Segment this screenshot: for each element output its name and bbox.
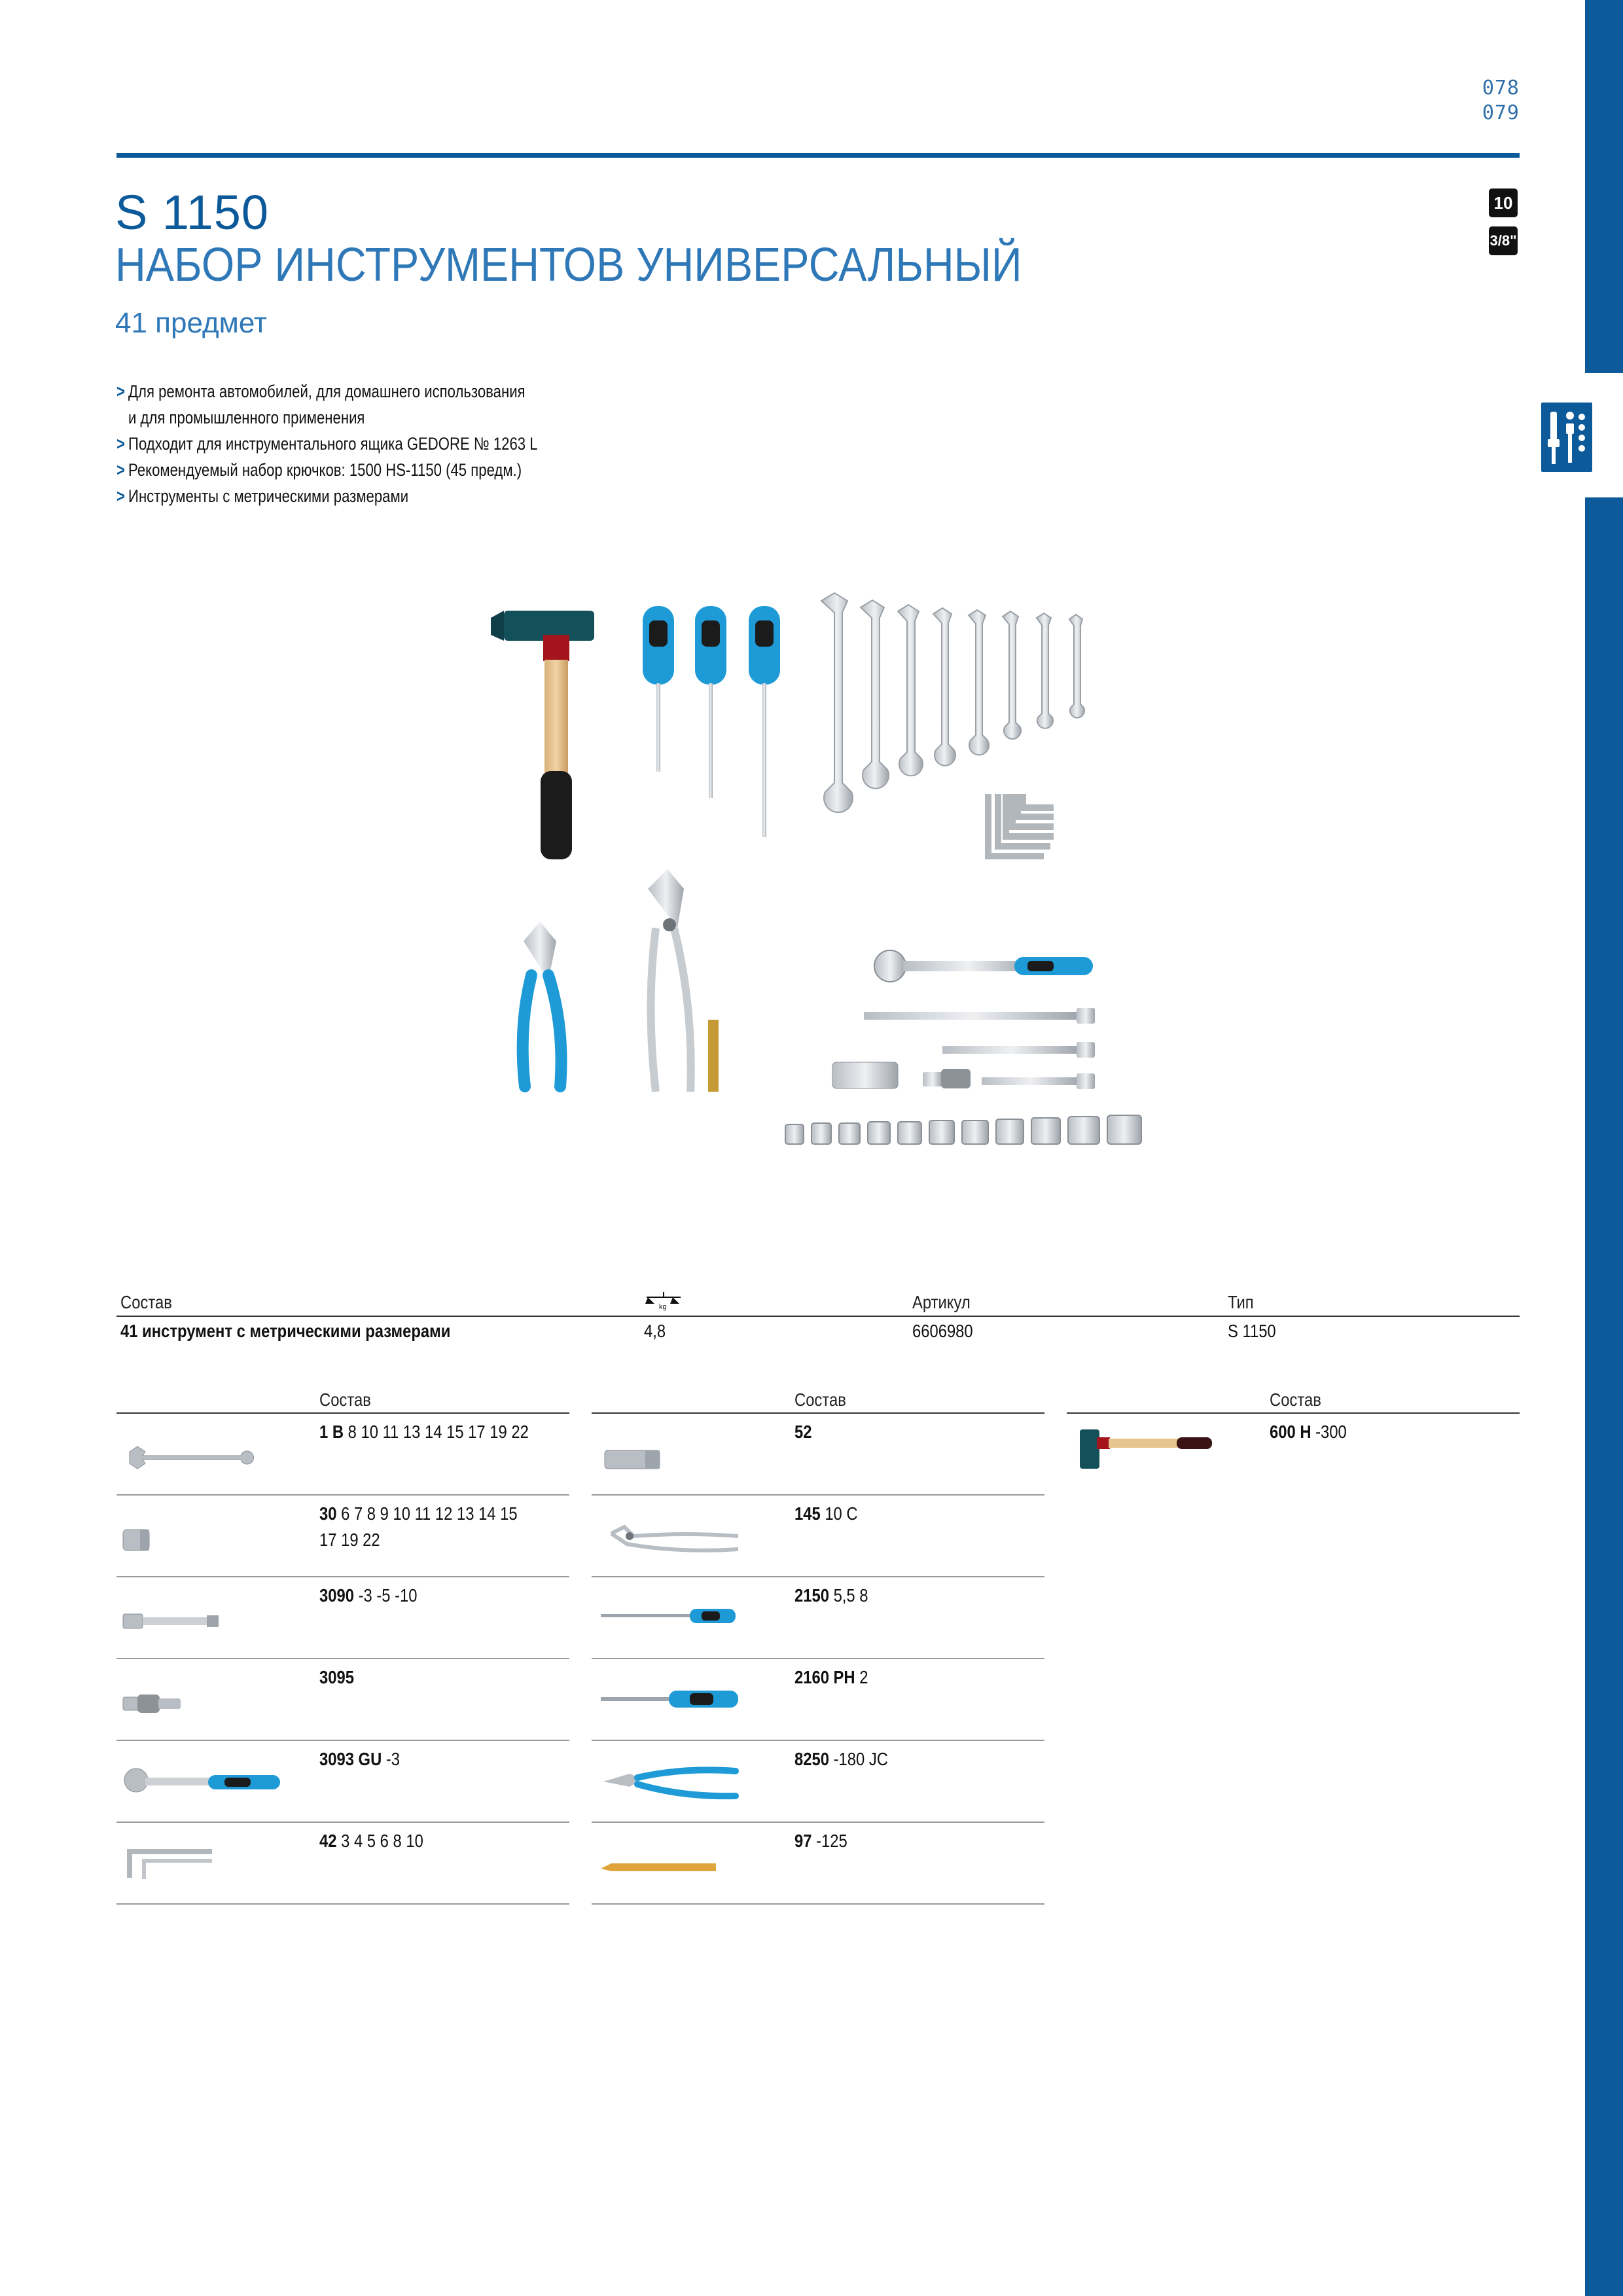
universal-joint-icon [923, 1069, 971, 1088]
list-item: 3093 GU -3 [116, 1741, 569, 1823]
composition-column-3 [1067, 1386, 1520, 1496]
ratchet-icon [874, 950, 1093, 982]
phillips-screwdriver-icon [592, 1671, 788, 1736]
composition-header: Состав [592, 1386, 1044, 1414]
product-title: НАБОР ИНСТРУМЕНТОВ УНИВЕРСАЛЬНЫЙ [115, 239, 1022, 291]
header-composition: Состав [120, 1292, 172, 1312]
composition-header: Состав [116, 1386, 569, 1414]
feature-item: > Рекомендуемый набор крючков: 1500 HS-1150 (45 предм.) [116, 457, 599, 483]
combination-pliers-icon [592, 1753, 788, 1818]
drive-size-badge-10: 10 [1489, 188, 1518, 217]
list-item: 42 3 4 5 6 8 10 [116, 1823, 569, 1905]
spec-table [116, 1288, 1520, 1348]
spark-plug-socket-icon [832, 1062, 898, 1088]
header-article: Артикул [912, 1292, 971, 1312]
chevron-right-icon: > [116, 434, 125, 454]
spec-table-header [116, 1288, 1520, 1317]
composition-header: Состав [1067, 1386, 1520, 1414]
universal-joint-icon [116, 1671, 313, 1736]
list-item: 2150 5,5 8 [592, 1577, 1044, 1659]
ratchet-icon [116, 1753, 313, 1818]
water-pump-pliers-icon [592, 1507, 788, 1573]
header-type: Тип [1228, 1292, 1254, 1312]
combination-wrench-icons [821, 593, 1084, 812]
list-item: 3090 -3 -5 -10 [116, 1577, 569, 1659]
composition-column-2 [592, 1386, 1044, 1905]
socket-icons [785, 1115, 1141, 1144]
hammer-icon [1067, 1426, 1263, 1491]
feature-item: > Подходит для инструментального ящика GEDORE № 1263 L [116, 431, 599, 457]
list-item: 8250 -180 JC [592, 1741, 1044, 1823]
chisel-icon [592, 1835, 788, 1900]
drive-size-badge-3-8: 3/8" [1489, 226, 1518, 255]
list-item: 2160 PH 2 [592, 1659, 1044, 1741]
row-type: S 1150 [1228, 1321, 1276, 1341]
list-item: 3095 [116, 1659, 569, 1741]
feature-item: > Инструменты с метрическими размерами [116, 483, 599, 509]
item-count: 41 предмет [115, 307, 268, 339]
svg-text:kg: kg [659, 1303, 667, 1311]
feature-list [116, 378, 705, 509]
extension-bar-icons [864, 1008, 1095, 1089]
combination-pliers-icon [523, 922, 562, 1086]
screwdriver-icons [643, 606, 780, 837]
chisel-icon [708, 1020, 719, 1092]
list-item: 1 B 8 10 11 13 14 15 17 19 22 [116, 1414, 569, 1496]
row-composition: 41 инструмент с метрическими размерами [120, 1321, 451, 1341]
page-number-left: 078 [1482, 77, 1520, 99]
combination-wrench-icon [116, 1426, 313, 1491]
table-row [116, 1317, 1520, 1348]
page-number-right: 079 [1482, 101, 1520, 124]
tool-set-photo [471, 575, 1165, 1170]
chevron-right-icon: > [116, 486, 125, 506]
hex-key-icon [116, 1835, 313, 1900]
list-item: 145 10 C [592, 1496, 1044, 1577]
feature-item: > Для ремонта автомобилей, для домашнего использования и для промышленного применения [116, 378, 599, 431]
hex-key-icons [988, 797, 1050, 856]
list-item: 52 [592, 1414, 1044, 1496]
slotted-screwdriver-icon [592, 1589, 788, 1655]
chevron-right-icon: > [116, 460, 125, 480]
side-color-bar-bottom [1585, 497, 1623, 2296]
row-article: 6606980 [912, 1321, 973, 1341]
header-rule [116, 153, 1520, 158]
water-pump-pliers-icon [648, 869, 691, 1092]
composition-column-1 [116, 1386, 569, 1905]
socket-set-category-icon [1541, 403, 1592, 472]
list-item: 30 6 7 8 9 10 11 12 13 14 15 17 19 22 [116, 1496, 569, 1577]
hammer-icon [491, 611, 594, 859]
page-numbers [1482, 76, 1520, 126]
socket-icon [116, 1507, 313, 1573]
chevron-right-icon: > [116, 382, 125, 401]
list-item: 97 -125 [592, 1823, 1044, 1905]
spark-plug-socket-icon [592, 1426, 788, 1491]
product-code: S 1150 [115, 185, 270, 240]
list-item: 600 H -300 [1067, 1414, 1520, 1496]
row-weight: 4,8 [644, 1321, 666, 1341]
side-color-bar-top [1585, 0, 1623, 373]
extension-bar-icon [116, 1589, 313, 1655]
